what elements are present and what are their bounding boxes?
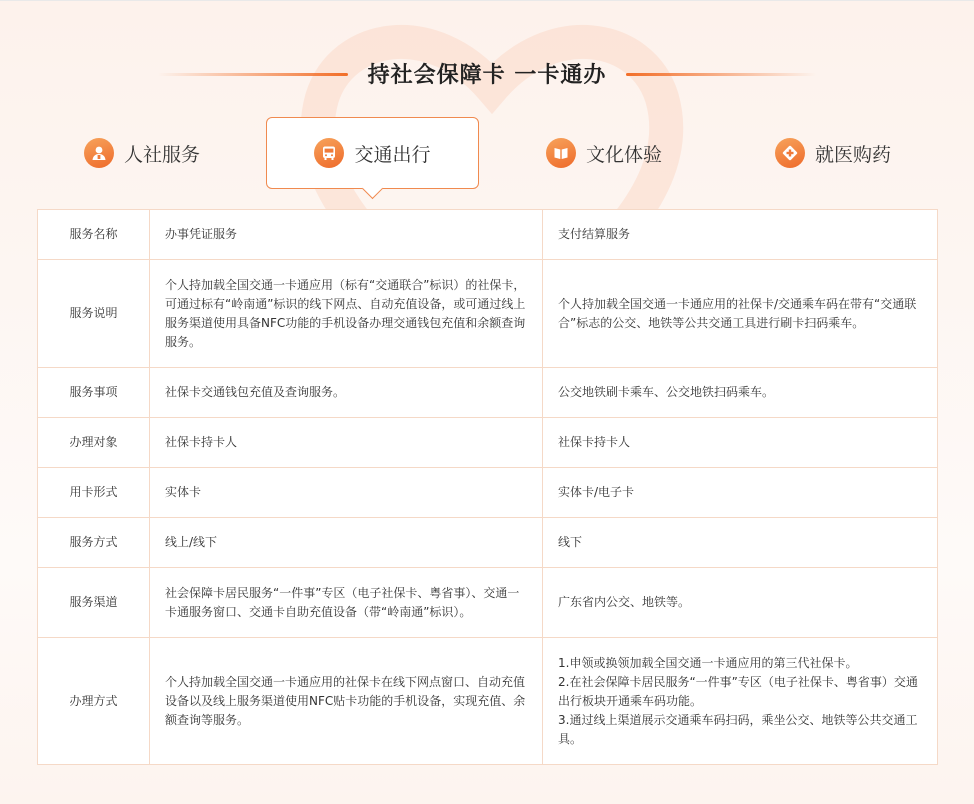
person-icon — [84, 138, 114, 168]
table-cell: 社会保障卡居民服务“一件事”专区（电子社保卡、粤省事）、交通一卡通服务窗口、交通卡自助充值设备（带“岭南通”标识）。 — [150, 568, 543, 638]
service-tabs — [0, 117, 974, 197]
table-row — [38, 518, 938, 568]
table-cell: 社保卡交通钱包充值及查询服务。 — [150, 368, 543, 418]
table-row — [38, 638, 938, 765]
book-icon — [546, 138, 576, 168]
table-cell: 个人持加载全国交通一卡通应用（标有“交通联合”标识）的社保卡，可通过标有“岭南通”标识的线下网点、自动充值设备，或可通过线上服务渠道使用具备NFC功能的手机设备办理交通钱包充值和余额查询服务。 — [150, 260, 543, 368]
table-cell: 线上/线下 — [150, 518, 543, 568]
tab-label: 交通出行 — [354, 143, 431, 166]
row-label: 服务方式 — [38, 518, 150, 568]
table-cell: 社保卡持卡人 — [543, 418, 938, 468]
top-divider — [0, 0, 974, 1]
bus-icon — [314, 138, 344, 168]
table-cell: 支付结算服务 — [543, 210, 938, 260]
row-label: 服务事项 — [38, 368, 150, 418]
row-label: 服务名称 — [38, 210, 150, 260]
row-label: 服务说明 — [38, 260, 150, 368]
table-cell: 广东省内公交、地铁等。 — [543, 568, 938, 638]
table-cell: 实体卡 — [150, 468, 543, 518]
row-label: 服务渠道 — [38, 568, 150, 638]
tab-label: 文化体验 — [585, 143, 662, 166]
title-line-left — [158, 73, 348, 76]
step-line: 3.通过线上渠道展示交通乘车码扫码，乘坐公交、地铁等公共交通工具。 — [558, 712, 918, 746]
tab-label: 就医购药 — [814, 143, 891, 166]
table-row — [38, 260, 938, 368]
tab-renshe-service[interactable] — [82, 117, 202, 189]
page-title: 持社会保障卡 一卡通办 — [367, 63, 607, 88]
title-line-right — [626, 73, 816, 76]
tab-culture[interactable] — [544, 117, 664, 189]
tab-label: 人社服务 — [123, 143, 200, 166]
section-header — [0, 52, 974, 98]
step-line: 1.申领或换领加载全国交通一卡通应用的第三代社保卡。 — [558, 655, 858, 670]
tab-medical[interactable] — [773, 117, 893, 189]
table-cell: 个人持加载全国交通一卡通应用的社保卡/交通乘车码在带有“交通联合”标志的公交、地铁等公共交通工具进行刷卡扫码乘车。 — [543, 260, 938, 368]
row-label: 用卡形式 — [38, 468, 150, 518]
table-row — [38, 210, 938, 260]
table-cell — [543, 638, 938, 765]
table-row — [38, 568, 938, 638]
tab-transport[interactable] — [266, 117, 479, 189]
step-line: 2.在社会保障卡居民服务“一件事”专区（电子社保卡、粤省事）交通出行板块开通乘车码功能。 — [558, 674, 918, 708]
row-label: 办理对象 — [38, 418, 150, 468]
table-row — [38, 368, 938, 418]
table-cell: 社保卡持卡人 — [150, 418, 543, 468]
table-row — [38, 468, 938, 518]
table-row — [38, 418, 938, 468]
table-cell: 线下 — [543, 518, 938, 568]
service-table — [37, 209, 938, 765]
table-cell: 实体卡/电子卡 — [543, 468, 938, 518]
table-cell: 公交地铁刷卡乘车、公交地铁扫码乘车。 — [543, 368, 938, 418]
table-cell: 个人持加载全国交通一卡通应用的社保卡在线下网点窗口、自动充值设备以及线上服务渠道使用NFC贴卡功能的手机设备，实现充值、余额查询等服务。 — [150, 638, 543, 765]
row-label: 办理方式 — [38, 638, 150, 765]
table-cell: 办事凭证服务 — [150, 210, 543, 260]
medical-cross-icon — [775, 138, 805, 168]
